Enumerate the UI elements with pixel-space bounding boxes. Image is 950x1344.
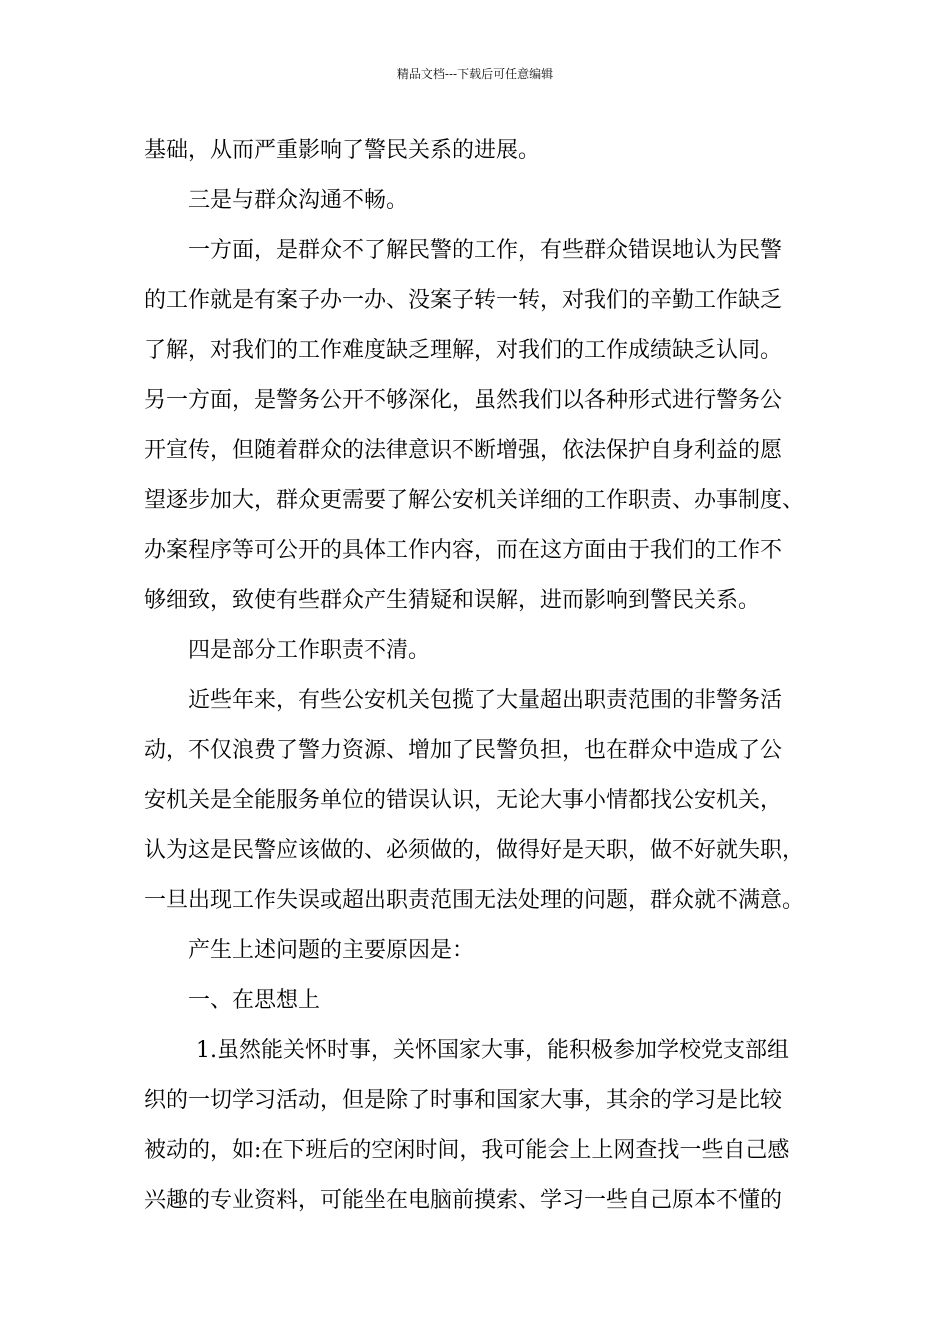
text-line: 动，不仅浪费了警力资源、增加了民警负担，也在群众中造成了公 xyxy=(144,738,783,763)
text-line: 被动的，如:在下班后的空闲时间，我可能会上上网查找一些自己感 xyxy=(144,1138,790,1163)
text-line: 1.虽然能关怀时事，关怀国家大事，能积极参加学校党支部组 xyxy=(196,1038,789,1063)
text-line: 一方面，是群众不了解民警的工作，有些群众错误地认为民警 xyxy=(188,238,783,263)
text-line: 一旦出现工作失误或超出职责范围无法处理的问题，群众就不满意。 xyxy=(144,888,805,913)
text-line: 够细致，致使有些群众产生猜疑和误解，进而影响到警民关系。 xyxy=(144,588,761,613)
text-line: 兴趣的专业资料，可能坐在电脑前摸索、学习一些自己原本不懂的 xyxy=(144,1188,783,1213)
text-line: 了解，对我们的工作难度缺乏理解，对我们的工作成绩缺乏认同。 xyxy=(144,338,783,363)
text-line: 认为这是民警应该做的、必须做的，做得好是天职，做不好就失职， xyxy=(144,838,805,863)
text-line: 开宣传，但随着群众的法律意识不断增强，依法保护自身利益的愿 xyxy=(144,438,783,463)
text-line: 近些年来，有些公安机关包揽了大量超出职责范围的非警务活 xyxy=(188,688,783,713)
page-header: 精品文档---下载后可任意编辑 xyxy=(396,67,554,81)
text-line: 基础，从而严重影响了警民关系的进展。 xyxy=(144,138,541,163)
text-line: 三是与群众沟通不畅。 xyxy=(188,188,409,213)
text-line: 四是部分工作职责不清。 xyxy=(188,638,431,663)
text-line: 一、在思想上 xyxy=(188,988,321,1013)
text-line: 另一方面，是警务公开不够深化，虽然我们以各种形式进行警务公 xyxy=(144,388,783,413)
text-line: 的工作就是有案子办一办、没案子转一转，对我们的辛勤工作缺乏 xyxy=(144,288,783,313)
text-line: 织的一切学习活动，但是除了时事和国家大事，其余的学习是比较 xyxy=(144,1088,783,1113)
text-line: 产生上述问题的主要原因是： xyxy=(188,938,475,963)
text-line: 办案程序等可公开的具体工作内容，而在这方面由于我们的工作不 xyxy=(144,538,783,563)
text-line: 安机关是全能服务单位的错误认识，无论大事小情都找公安机关， xyxy=(144,788,783,813)
text-line: 望逐步加大，群众更需要了解公安机关详细的工作职责、办事制度、 xyxy=(144,488,805,513)
